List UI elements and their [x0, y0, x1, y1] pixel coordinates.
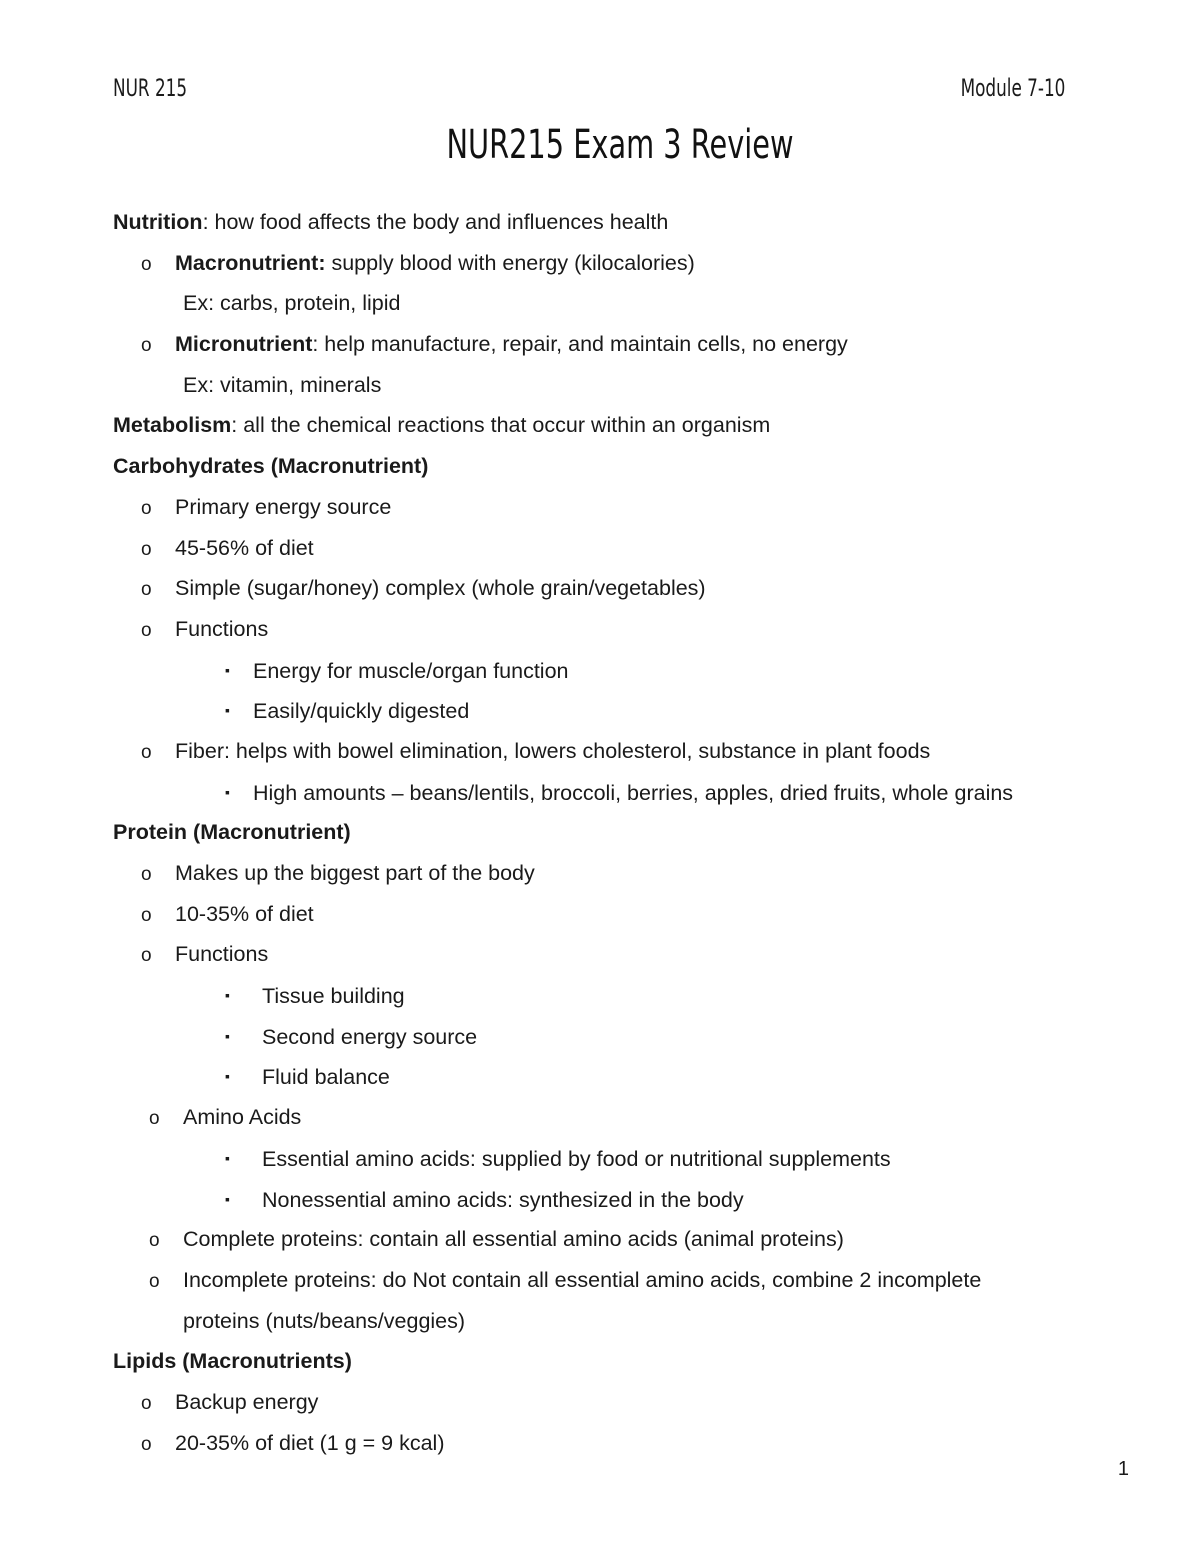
square-bullet: ▪ [225, 702, 230, 719]
list-item: o Functions [113, 609, 1113, 650]
list-item: o Complete proteins: contain all essential amino acids (animal proteins) [113, 1219, 1113, 1260]
list-item: o 45-56% of diet [113, 528, 1113, 569]
list-item: o Functions [113, 934, 1113, 975]
circle-bullet: o [141, 741, 152, 763]
list-item: o Amino Acids [113, 1097, 1113, 1138]
circle-bullet: o [141, 945, 152, 967]
page-number: 1 [1117, 1458, 1129, 1480]
circle-bullet: o [141, 1433, 152, 1455]
list-item: o Backup energy [113, 1382, 1113, 1423]
metabolism-definition: Metabolism: all the chemical reactions that occur within an organism [113, 413, 771, 438]
circle-bullet: o [149, 1108, 160, 1130]
list-item-example: Ex: vitamin, minerals [183, 372, 382, 397]
list-item: o Micronutrient: help manufacture, repair, and maintain cells, no energy [113, 324, 1113, 365]
sub-list-item: ▪ Second energy source [113, 1016, 1113, 1057]
header-module: Module 7-10 [960, 74, 1065, 102]
section-heading-lipids: Lipids (Macronutrients) [113, 1349, 352, 1374]
list-item: o Fiber: helps with bowel elimination, lowers cholesterol, substance in plant foods [113, 731, 1113, 772]
circle-bullet: o [141, 864, 152, 885]
square-bullet: ▪ [225, 987, 230, 1004]
circle-bullet: o [141, 904, 152, 926]
circle-bullet: o [141, 253, 152, 275]
circle-bullet: o [141, 538, 152, 560]
circle-bullet: o [141, 1392, 152, 1414]
circle-bullet: o [149, 1230, 160, 1252]
circle-bullet: o [149, 1270, 160, 1292]
list-item: o 20-35% of diet (1 g = 9 kcal) [113, 1423, 1113, 1464]
sub-list-item: ▪ Nonessential amino acids: synthesized in the body [113, 1179, 1113, 1220]
list-item-example: Ex: carbs, protein, lipid [183, 291, 401, 316]
square-bullet: ▪ [225, 1190, 230, 1207]
list-item: o Primary energy source [113, 487, 1113, 528]
sub-list-item: ▪ Energy for muscle/organ function [113, 650, 1113, 691]
square-bullet: ▪ [225, 1027, 230, 1044]
circle-bullet: o [141, 619, 152, 641]
sub-list-item: ▪ Fluid balance [113, 1056, 1113, 1097]
sub-list-item: ▪ High amounts – beans/lentils, broccoli, berries, apples, dried fruits, whole grains [113, 772, 1113, 813]
document-title: NUR215 Exam 3 Review [446, 122, 794, 168]
sub-list-item: ▪ Essential amino acids: supplied by food or nutritional supplements [113, 1138, 1113, 1179]
list-item: o Macronutrient: supply blood with energy (kilocalories) [113, 243, 1113, 284]
square-bullet: ▪ [225, 661, 230, 678]
list-item: o 10-35% of diet [113, 894, 1113, 935]
circle-bullet: o [141, 335, 152, 357]
section-heading-protein: Protein (Macronutrient) [113, 820, 351, 845]
list-item-continuation: proteins (nuts/beans/veggies) [183, 1308, 466, 1333]
square-bullet: ▪ [225, 783, 230, 800]
list-item: o Makes up the biggest part of the body [113, 853, 1113, 894]
square-bullet: ▪ [225, 1149, 230, 1166]
document-body [113, 202, 1113, 1463]
sub-list-item: ▪ Easily/quickly digested [113, 690, 1113, 731]
list-item: o Incomplete proteins: do Not contain all essential amino acids, combine 2 incomplete [113, 1260, 1113, 1301]
sub-list-item: ▪ Tissue building [113, 975, 1113, 1016]
circle-bullet: o [141, 579, 152, 601]
nutrition-definition: Nutrition: how food affects the body and influences health [113, 210, 669, 234]
section-heading-carbohydrates: Carbohydrates (Macronutrient) [113, 454, 429, 479]
circle-bullet: o [141, 497, 152, 519]
square-bullet: ▪ [225, 1068, 230, 1085]
list-item: o Simple (sugar/honey) complex (whole grain/vegetables) [113, 568, 1113, 609]
header-course: NUR 215 [113, 74, 188, 102]
